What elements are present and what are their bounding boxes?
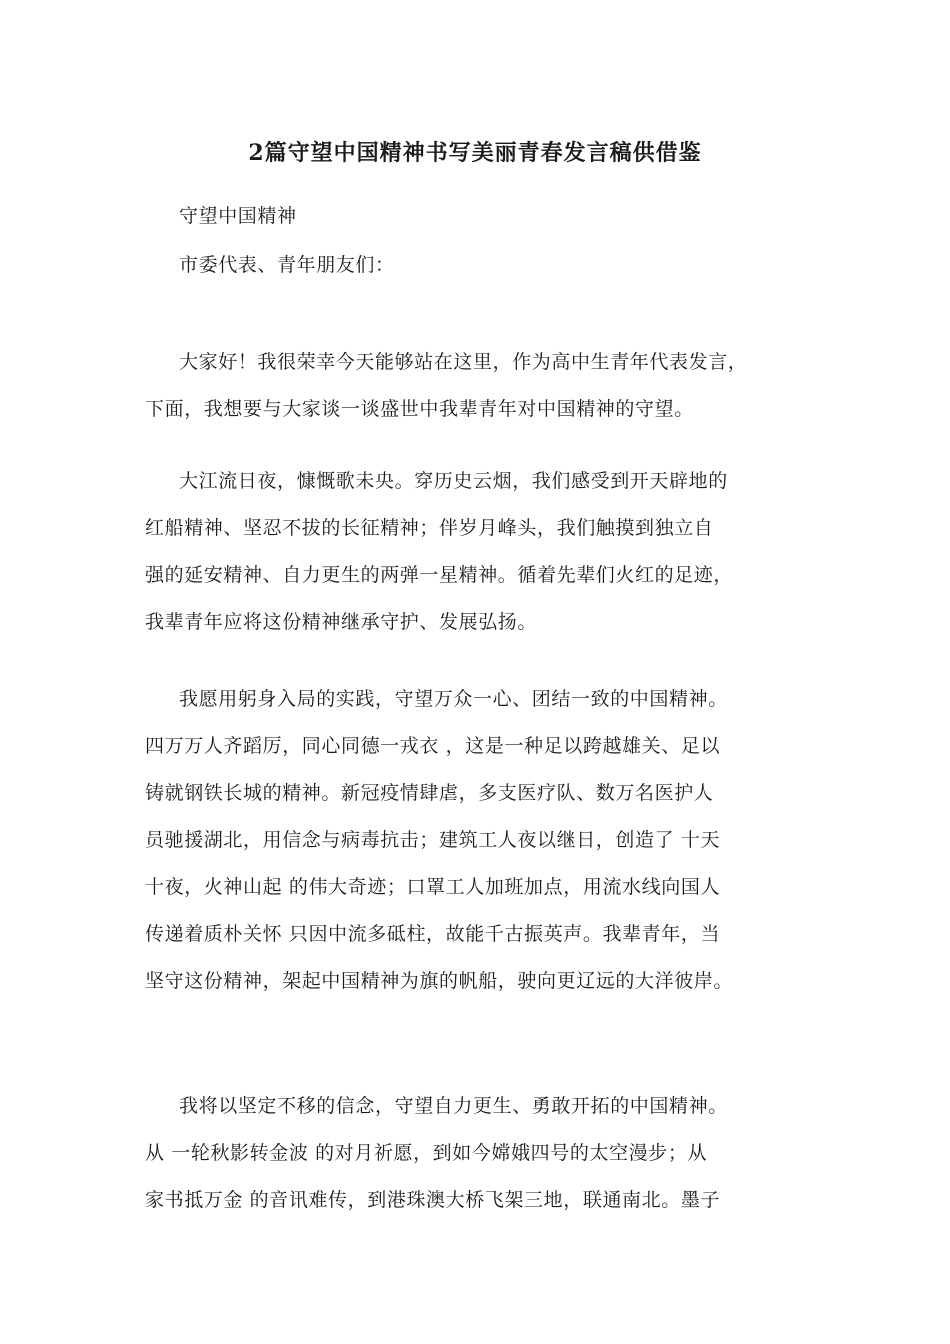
paragraph-line: 守望中国精神 xyxy=(179,205,297,227)
paragraph-unity xyxy=(145,676,815,1005)
paragraph-line: 市委代表、青年朋友们： xyxy=(179,254,395,276)
paragraph-self-reliance xyxy=(145,1083,815,1224)
paragraph-line: 铸就钢铁长城的精神。新冠疫情肆虐，多支医疗队、数万名医护人 xyxy=(145,782,714,804)
paragraph-history xyxy=(145,458,815,646)
document-title: 2篇守望中国精神书写美丽青春发言稿供借鉴 xyxy=(248,140,702,166)
paragraph-line: 员驰援湖北，用信念与病毒抗击；建筑工人夜以继日，创造了 十天 xyxy=(145,829,721,851)
paragraph-line: 大江流日夜，慷慨歌未央。穿历史云烟，我们感受到开天辟地的 xyxy=(179,470,728,492)
paragraph-line: 传递着质朴关怀 只因中流多砥柱，故能千古振英声。我辈青年，当 xyxy=(145,923,721,945)
paragraph-line: 从 一轮秋影转金波 的对月祈愿，到如今嫦娥四号的太空漫步；从 xyxy=(145,1142,708,1164)
paragraph-line: 我将以坚定不移的信念，守望自力更生、勇敢开拓的中国精神。 xyxy=(179,1095,728,1117)
paragraph-line: 家书抵万金 的音讯难传，到港珠澳大桥飞架三地，联通南北。墨子 xyxy=(145,1189,721,1211)
section-heading xyxy=(145,193,815,240)
paragraph-line: 四万万人齐蹈厉，同心同德一戎衣 ，这是一种足以跨越雄关、足以 xyxy=(145,735,721,757)
salutation xyxy=(145,242,815,289)
paragraph-line: 大家好！我很荣幸今天能够站在这里，作为高中生青年代表发言， xyxy=(179,351,748,373)
paragraph-line: 我愿用躬身入局的实践，守望万众一心、团结一致的中国精神。 xyxy=(179,688,728,710)
paragraph-line: 红船精神、坚忍不拔的长征精神；伴岁月峰头，我们触摸到独立自 xyxy=(145,517,714,539)
paragraph-greeting xyxy=(145,339,815,433)
paragraph-line: 下面，我想要与大家谈一谈盛世中我辈青年对中国精神的守望。 xyxy=(145,398,694,420)
paragraph-line: 我辈青年应将这份精神继承守护、发展弘扬。 xyxy=(145,611,538,633)
paragraph-line: 十夜，火神山起 的伟大奇迹；口罩工人加班加点，用流水线向国人 xyxy=(145,876,721,898)
paragraph-line: 强的延安精神、自力更生的两弹一星精神。循着先辈们火红的足迹， xyxy=(145,564,734,586)
paragraph-line: 坚守这份精神，架起中国精神为旗的帆船，驶向更辽远的大洋彼岸。 xyxy=(145,970,734,992)
